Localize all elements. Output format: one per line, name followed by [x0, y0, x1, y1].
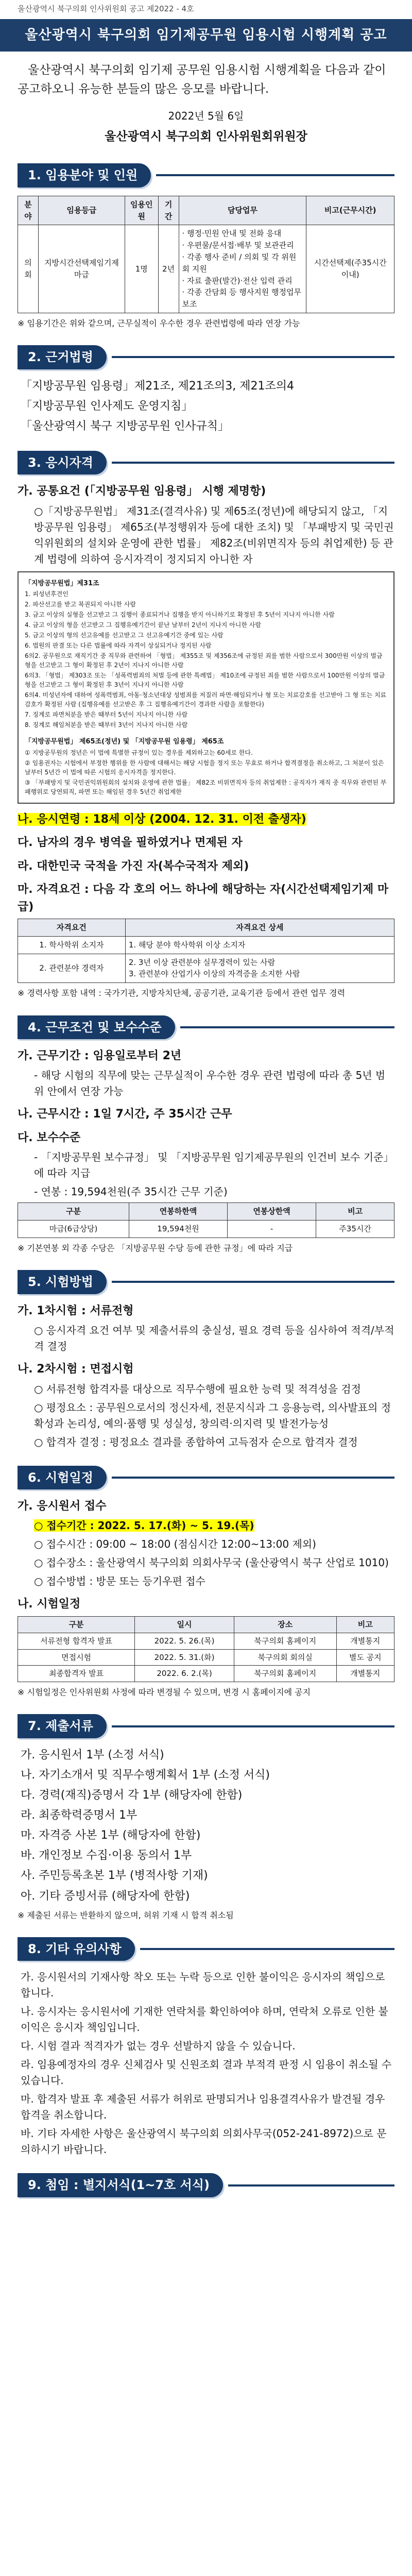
law-item: 「울산광역시 북구 지방공무원 인사규칙」 [21, 419, 230, 433]
section-4-header [18, 1015, 394, 1039]
section-divider [112, 356, 394, 358]
intro-text: 울산광역시 북구의회 임기제 공무원 임용시험 시행계획을 다음과 같이 공고하오니 유능한 분들의 많은 응모를 바랍니다. [18, 63, 386, 96]
col-period: 기간 [158, 196, 179, 225]
exam-schedule-title: 나. 시험일정 [18, 1598, 81, 1611]
application-detail: ○ 접수장소 : 울산광역시 북구의회 의회사무국 (울산광역시 북구 산업로 1010) [34, 1556, 389, 1569]
section-1-title: 1. 임용분야 및 인원 [18, 163, 151, 187]
table-row [18, 225, 394, 313]
requirement-general: 가. 공통요건 (「지방공무원 임용령」 시행 제명항) [18, 485, 266, 498]
col-sched-place: 장소 [234, 1616, 336, 1633]
section-divider [156, 174, 394, 176]
document-item: 다. 경력(재직)증명서 각 1부 (해당자에 한함) [21, 1789, 243, 1802]
section-8-title: 8. 기타 유의사항 [18, 1937, 135, 1961]
page-title: 울산광역시 북구의회 임기제공무원 임용시험 시행계획 공고 [0, 19, 412, 52]
application-detail: ○ 접수시간 : 09:00 ~ 18:00 (점심시간 12:00~13:00 제외) [34, 1538, 316, 1551]
section-3-header [18, 451, 394, 474]
col-grade: 임용등급 [38, 196, 125, 225]
col-qualification: 자격요건 [18, 919, 126, 937]
schedule-note: ※ 시험일정은 인사위원회 사정에 따라 변경될 수 있으며, 변경 시 홈페이지에 공지 [18, 1687, 311, 1698]
col-field: 분야 [18, 196, 39, 225]
requirement-nationality: 라. 대한민국 국적을 가진 자(복수국적자 제외) [18, 859, 249, 873]
section-1-header [18, 163, 394, 187]
work-period: 가. 근무기간 : 임용일로부터 2년 [18, 1049, 182, 1063]
cell-field: 의회 [18, 225, 39, 313]
section-7-header [18, 1714, 394, 1738]
pay-note: ※ 기본연봉 외 각종 수당은 「지방공무원 수당 등에 관한 규정」에 따라 지급 [18, 1243, 293, 1253]
exam-stage-detail: ○ 합격자 결정 : 평정요소 결과를 종합하여 고득점자 순으로 합격자 결정 [34, 1435, 358, 1448]
duty-item: · 각종 간담회 등 행사지원 행정업무 보조 [182, 287, 301, 309]
table-row [18, 954, 394, 983]
caution-item: 바. 기타 자세한 사항은 울산광역시 북구의회 의회사무국(052-241-8972)으로 문의하시기 바랍니다. [21, 2127, 387, 2156]
box-line: 7. 징계로 파면처분을 받은 때부터 5년이 지나지 아니한 사람 [25, 711, 188, 719]
col-duties: 담당업무 [179, 196, 306, 225]
duty-item: · 자료 출판(발간)·전산 입력 관리 [182, 276, 293, 285]
document-item: 바. 개인정보 수집·이용 동의서 1부 [21, 1849, 192, 1862]
sched-cell: 별도 공지 [336, 1649, 394, 1666]
requirement-general-detail: ○「지방공무원법」 제31조(결격사유) 및 제65조(정년)에 해당되지 않고, 「지방공무원 임용령」 제65조(부정행위자 등에 대한 조치) 및 「부패방지 및 국민권익위원회의 설치와 운영에 관한 법률」 제82조(비위면직자 등의 취업제한) 등 관계 법령에 의하여 응시자격이 정지되지 아니한 자 [34, 504, 394, 565]
table-row [18, 1649, 394, 1666]
pay-table [18, 1202, 394, 1238]
box-line: ③ 「부패방지 및 국민권익위원회의 설치와 운영에 관한 법률」 제82조 비위면직자 등의 취업제한 : 공직자가 재직 중 직무와 관련된 부패행위로 당연퇴직, 파면 또는 해임된 경우 5년간 취업제한 [25, 778, 387, 795]
section-divider [112, 1281, 394, 1283]
section-5-title: 5. 시험방법 [18, 1270, 107, 1294]
exam-stage-2: 나. 2차시험 : 면접시험 [18, 1363, 134, 1376]
document-item: 나. 자기소개서 및 직무수행계획서 1부 (소정 서식) [21, 1768, 270, 1782]
section-divider [112, 1725, 394, 1727]
col-sched-note: 비고 [336, 1616, 394, 1633]
schedule-table [18, 1616, 394, 1682]
box-line: 8. 징계로 해임처분을 받은 때부터 3년이 지나지 아니한 사람 [25, 721, 188, 729]
work-hours: 나. 근무시간 : 1일 7시간, 주 35시간 근무 [18, 1108, 232, 1121]
cell-period: 2년 [158, 225, 179, 313]
application-period-title: 가. 응시원서 접수 [18, 1500, 107, 1513]
table-row [18, 1666, 394, 1682]
caution-item: 다. 시험 결과 적격자가 없는 경우 선발하지 않을 수 있습니다. [21, 2040, 296, 2053]
recruitment-table [18, 196, 394, 313]
requirement-military: 다. 남자의 경우 병역을 필하였거나 면제된 자 [18, 836, 243, 850]
box-line: ① 지방공무원의 정년은 이 법에 특별한 규정이 있는 경우를 제외하고는 60세로 한다. [25, 749, 253, 756]
exam-stage-1: 가. 1차시험 : 서류전형 [18, 1304, 134, 1317]
qualification-table [18, 919, 394, 983]
qualification-cell: 2. 관련분야 경력자 [18, 954, 126, 983]
section-divider [112, 1477, 394, 1479]
sched-cell: 면접시험 [18, 1649, 135, 1666]
duty-item: · 각종 행사 준비 / 의회 및 각 위원회 지원 [182, 252, 297, 274]
box-line: 6의2. 공무원으로 재직기간 중 직무와 관련하여 「형법」 제355조 및 제356조에 규정된 죄를 범한 사람으로서 300만원 이상의 벌금형을 선고받고 그 형이 확정된 후 2년이 지나지 아니한 사람 [25, 652, 383, 669]
pay-level: 다. 보수수준 [18, 1131, 81, 1144]
table-row [18, 936, 394, 954]
pay-detail: - 「지방공무원 보수규정」 및 「지방공무원 임기제공무원의 인건비 보수 기준」에 따라 지급 [34, 1151, 394, 1180]
qualification-detail-cell: 1. 해당 분야 학사학위 이상 소지자 [125, 936, 394, 954]
sched-cell: 서류전형 합격자 발표 [18, 1633, 135, 1649]
law-item: 「지방공무원 임용령」제21조, 제21조의3, 제21조의4 [21, 379, 294, 393]
col-pay-note: 비고 [316, 1203, 394, 1221]
spacer [25, 731, 387, 736]
issuer-name: 울산광역시 북구의회 인사위원회위원장 [105, 130, 307, 144]
pay-cell: 19,594천원 [129, 1221, 228, 1238]
table-row [18, 1633, 394, 1649]
work-period-detail: - 해당 시험의 직무에 맞는 근무실적이 우수한 경우 관련 법령에 따라 총 5년 범위 안에서 연장 가능 [34, 1069, 386, 1098]
col-pay-max: 연봉상한액 [227, 1203, 316, 1221]
col-pay-min: 연봉하한액 [129, 1203, 228, 1221]
box-line: 3. 금고 이상의 실형을 선고받고 그 집행이 종료되거나 집행을 받지 아니하기로 확정된 후 5년이 지나지 아니한 사람 [25, 611, 335, 619]
box-line: 6. 법원의 판결 또는 다른 법률에 따라 자격이 상실되거나 정지된 사람 [25, 642, 212, 650]
col-pay-type: 구분 [18, 1203, 129, 1221]
requirement-qualification: 마. 자격요건 : 다음 각 호의 어느 하나에 해당하는 자(시간선택제임기제 마급) [18, 883, 389, 913]
document-item: 가. 응시원서 1부 (소정 서식) [21, 1748, 164, 1761]
caution-item: 마. 합격자 발표 후 제출된 서류가 허위로 판명되거나 임용결격사유가 발견될 경우 합격을 취소합니다. [21, 2093, 385, 2122]
sched-cell: 2022. 5. 26.(목) [135, 1633, 234, 1649]
section-divider [112, 462, 394, 464]
duty-item: · 행정·민원 안내 및 전화 응대 [182, 229, 282, 239]
caution-item: 가. 응시원서의 기재사항 착오 또는 누락 등으로 인한 불이익은 응시자의 책임으로 합니다. [21, 1971, 385, 1999]
table-footnote: ※ 임용기간은 위와 같으며, 근무실적이 우수한 경우 관련법령에 따라 연장 가능 [18, 318, 300, 328]
document-item: 아. 기타 증빙서류 (해당자에 한함) [21, 1889, 190, 1903]
section-6-title: 6. 시험일정 [18, 1466, 107, 1489]
sched-cell: 2022. 5. 31.(화) [135, 1649, 234, 1666]
exam-stage-detail: ○ 평정요소 : 공무원으로서의 정신자세, 전문지식과 그 응용능력, 의사발표의 정확성과 논리성, 예의·품행 및 성실성, 창의력·의지력 및 발전가능성 [34, 1401, 391, 1430]
section-divider [228, 2184, 394, 2187]
section-3-title: 3. 응시자격 [18, 451, 107, 474]
section-5-header [18, 1270, 394, 1294]
col-sched-date: 일시 [135, 1616, 234, 1633]
cell-count: 1명 [125, 225, 158, 313]
application-detail [21, 1518, 394, 1534]
col-note: 비고(근무시간) [306, 196, 394, 225]
pay-cell: 마급(6급상당) [18, 1221, 129, 1238]
sched-cell: 북구의회 홈페이지 [234, 1666, 336, 1682]
sched-cell: 2022. 6. 2.(목) [135, 1666, 234, 1682]
box-line: 4. 금고 이상의 형을 선고받고 그 집행유예기간이 끝난 날부터 2년이 지나지 아니한 사람 [25, 621, 261, 629]
document-item: 사. 주민등록초본 1부 (병적사항 기재) [21, 1869, 208, 1883]
box-line: 1. 피성년후견인 [25, 590, 68, 598]
section-6-header [18, 1466, 394, 1489]
box-line: 6의4. 미성년자에 대하여 성폭력범죄, 아동·청소년대상 성범죄를 저질러 파면·해임되거나 형 또는 치료감호를 선고받아 그 형 또는 치료감호가 확정된 사람 (집행유예를 선고받은 후 그 집행유예기간이 경과한 사람을 포함한다) [25, 691, 387, 708]
section-divider [180, 1026, 394, 1028]
document-item: 라. 최종학력증명서 1부 [21, 1809, 138, 1822]
section-divider [140, 1948, 394, 1950]
section-7-title: 7. 제출서류 [18, 1714, 107, 1738]
qualification-note: ※ 경력사항 포함 내역 : 국가기관, 지방자치단체, 공공기관, 교육기관 등에서 관련 업무 경력 [18, 988, 346, 998]
age-text: 나. 응시연령 : 18세 이상 (2004. 12. 31. 이전 출생자) [18, 812, 306, 826]
cell-note: 시간선택제(주35시간 이내) [306, 225, 394, 313]
col-sched-type: 구분 [18, 1616, 135, 1633]
col-qualification-detail: 자격요건 상세 [125, 919, 394, 937]
exam-stage-detail: ○ 응시자격 요건 여부 및 제출서류의 충실성, 필요 경력 등을 심사하여 적격/부적격 결정 [34, 1324, 394, 1353]
section-2-title: 2. 근거법령 [18, 345, 107, 369]
pay-detail: - 연봉 : 19,594천원(주 35시간 근무 기준) [34, 1185, 228, 1198]
announcement-date: 2022년 5월 6일 [168, 109, 244, 122]
box-title: 「지방공무원법」 제65조(정년) 및 「지방공무원 임용령」 제65조 [25, 738, 224, 746]
duty-item: · 우편물/문서접·배부 및 보관관리 [182, 241, 294, 250]
qualification-detail-cell: 2. 3년 이상 관련분야 실무경력이 있는 사람 3. 관련분야 산업기사 이상의 자격증을 소지한 사람 [125, 954, 394, 983]
col-count: 임용인원 [125, 196, 158, 225]
qualification-cell: 1. 학사학위 소지자 [18, 936, 126, 954]
table-row [18, 1221, 394, 1238]
box-title: 「지방공무원법」제31조 [25, 579, 99, 587]
application-period: ○ 접수기간 : 2022. 5. 17.(화) ~ 5. 19.(목) [34, 1519, 254, 1532]
section-9-header [18, 2173, 394, 2197]
document-reference: 울산광역시 북구의회 인사위원회 공고 제2022 - 4호 [18, 4, 194, 13]
sched-cell: 북구의회 홈페이지 [234, 1633, 336, 1649]
caution-item: 나. 응시자는 응시원서에 기재한 연락처를 확인하여야 하며, 연락처 오류로 인한 불이익은 응시자 책임입니다. [21, 2005, 388, 2034]
cell-duties [179, 225, 306, 313]
application-detail: ○ 접수방법 : 방문 또는 등기우편 접수 [34, 1575, 205, 1588]
section-4-title: 4. 근무조건 및 보수수준 [18, 1015, 175, 1039]
sched-cell: 개별통지 [336, 1666, 394, 1682]
document-item: 마. 자격증 사본 1부 (해당자에 한함) [21, 1829, 201, 1842]
box-line: ② 임용권자는 시험에서 부정한 행위를 한 사람에 대해서는 해당 시험을 정지 또는 무효로 하거나 합격결정을 취소하고, 그 처분이 있은 날부터 5년간 이 법에 따른 시험의 응시자격을 정지한다. [25, 759, 384, 776]
pay-cell: 주35시간 [316, 1221, 394, 1238]
box-line: 5. 금고 이상의 형의 선고유예를 선고받고 그 선고유예기간 중에 있는 사람 [25, 632, 224, 639]
requirement-age [18, 811, 394, 828]
sched-cell: 최종합격자 발표 [18, 1666, 135, 1682]
box-line: 6의3. 「형법」 제303조 또는 「성폭력범죄의 처벌 등에 관한 특례법」 제10조에 규정된 죄를 범한 사람으로서 100만원 이상의 벌금형을 선고받고 그 형이 확정된 후 3년이 지나지 아니한 사람 [25, 672, 385, 689]
sched-cell: 북구의회 회의실 [234, 1649, 336, 1666]
section-9-title: 9. 첨임 : 별지서식(1~7호 서식) [18, 2173, 223, 2197]
exam-stage-detail: ○ 서류전형 합격자를 대상으로 직무수행에 필요한 능력 및 적격성을 검정 [34, 1382, 361, 1395]
pay-cell: - [227, 1221, 316, 1238]
section-2-header [18, 345, 394, 369]
caution-item: 라. 임용예정자의 경우 신체검사 및 신원조회 결과 부적격 판정 시 임용이 취소될 수 있습니다. [21, 2058, 392, 2087]
disqualification-box [18, 571, 394, 804]
sched-cell: 개별통지 [336, 1633, 394, 1649]
box-line: 2. 파산선고를 받고 복권되지 아니한 사람 [25, 601, 136, 608]
section-8-header [18, 1937, 394, 1961]
cell-grade: 지방시간선택제임기제 마급 [38, 225, 125, 313]
law-item: 「지방공무원 인사제도 운영지침」 [21, 399, 193, 413]
documents-note: ※ 제출된 서류는 반환하지 않으며, 허위 기재 시 합격 취소됨 [18, 1910, 234, 1920]
